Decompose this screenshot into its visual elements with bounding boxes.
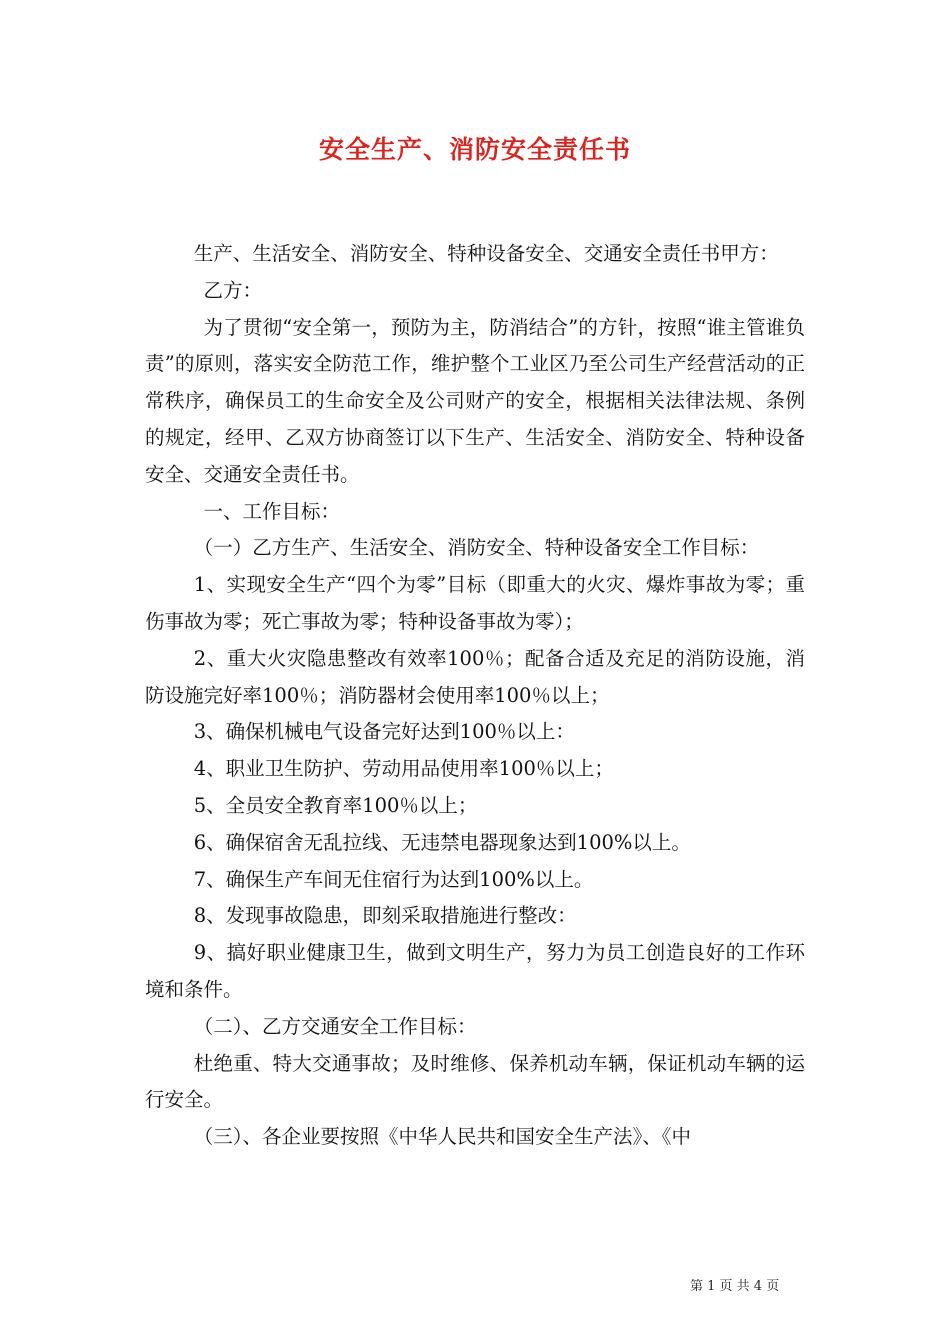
paragraph-party-b: 乙方： <box>203 278 263 302</box>
paragraph-intro: 生产、生活安全、消防安全、特种设备安全、交通安全责任书甲方： <box>193 242 779 265</box>
list-item-4: 4、职业卫生防护、劳动用品使用率100％以上； <box>193 757 614 781</box>
list-item-5: 5、全员安全教育率100％以上； <box>193 793 478 817</box>
subheading-enterprise: （三）、各企业要按照《中华人民共和国安全生产法》、《中 <box>193 1125 692 1149</box>
paragraph-purpose: 为了贯彻“安全第一，预防为主，防消结合”的方针，按照“谁主管谁负责”的原则，落实安全防范工作，维护整个工业区乃至公司生产经营活动的正常秩序，确保员工的生命安全及公司财产的安全，根据相关法律法规、条例的规定，经甲、乙双方协商签订以下生产、生活安全、消防安全、特种设备安全、交通安全责任书。 <box>145 315 805 486</box>
subheading-production-goals: （一）乙方生产、生活安全、消防安全、特种设备安全工作目标： <box>193 536 760 560</box>
subheading-traffic-goals: （二）、乙方交通安全工作目标： <box>193 1014 477 1038</box>
list-item-8: 8、发现事故隐患，即刻采取措施进行整改： <box>193 904 577 928</box>
heading-work-goals: 一、工作目标： <box>203 499 341 523</box>
document-body <box>145 236 805 1156</box>
list-item-6: 6、确保宿舍无乱拉线、无违禁电器现象达到100%以上。 <box>193 830 691 854</box>
list-item-2: 2、重大火灾隐患整改有效率100％；配备合适及充足的消防设施，消防设施完好率100％；消防器材会使用率100％以上； <box>145 646 805 707</box>
list-item-3: 3、确保机械电气设备完好达到100％以上： <box>193 720 575 744</box>
page-number: 第 1 页 共 4 页 <box>690 1279 780 1294</box>
list-item-1: 1、实现安全生产“四个为零”目标（即重大的火灾、爆炸事故为零；重伤事故为零；死亡事故为零；特种设备事故为零）； <box>145 573 805 633</box>
list-item-7: 7、确保生产车间无住宿行为达到100%以上。 <box>193 867 594 891</box>
list-item-9: 9、搞好职业健康卫生，做到文明生产，努力为员工创造良好的工作环境和条件。 <box>145 941 805 1001</box>
paragraph-traffic: 杜绝重、特大交通事故；及时维修、保养机动车辆，保证机动车辆的运行安全。 <box>145 1051 805 1112</box>
document-title: 安全生产、消防安全责任书 <box>318 135 631 164</box>
